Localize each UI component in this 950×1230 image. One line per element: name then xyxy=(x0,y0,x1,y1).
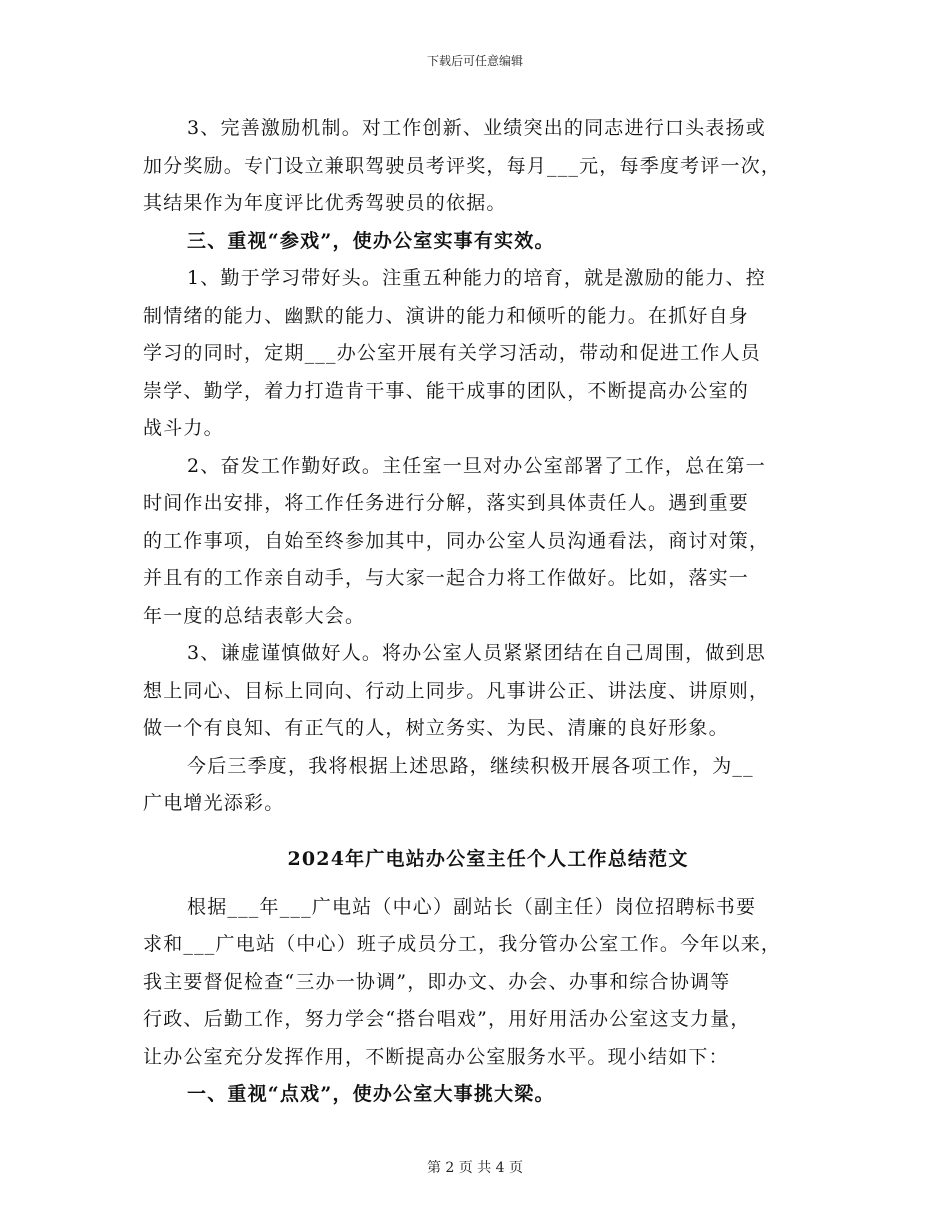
paragraph-line: 今后三季度，我将根据上述思路，继续积极开展各项工作，为__ xyxy=(187,754,754,777)
paragraph-line: 其结果作为年度评比优秀驾驶员的依据。 xyxy=(143,192,507,214)
page-footer: 第 2 页 共 4 页 xyxy=(426,1160,524,1176)
paragraph-line: 2、奋发工作勤好政。主任室一旦对办公室部署了工作，总在第一 xyxy=(187,454,766,477)
paragraph-line: 战斗力。 xyxy=(143,417,224,439)
paragraph-line: 根据___年___广电站（中心）副站长（副主任）岗位招聘标书要 xyxy=(187,895,757,918)
paragraph-line: 的工作事项，自始至终参加其中，同办公室人员沟通看法，商讨对策， xyxy=(143,529,770,552)
section-heading: 一、重视“点戏”，使办公室大事挑大梁。 xyxy=(187,1083,555,1105)
paragraph-line: 行政、后勤工作，努力学会“搭台唱戏”，用好用活办公室这支力量， xyxy=(143,1008,751,1030)
paragraph-line: 崇学、勤学，着力打造肯干事、能干成事的团队，不断提高办公室的 xyxy=(143,379,750,402)
paragraph-line: 加分奖励。专门设立兼职驾驶员考评奖，每月___元，每季度考评一次， xyxy=(143,154,782,177)
paragraph-line: 3、完善激励机制。对工作创新、业绩突出的同志进行口头表扬或 xyxy=(187,117,766,139)
section-heading: 三、重视“参戏”，使办公室实事有实效。 xyxy=(187,229,555,252)
paragraph-line: 时间作出安排，将工作任务进行分解，落实到具体责任人。遇到重要 xyxy=(143,492,750,514)
paragraph-line: 制情绪的能力、幽默的能力、演讲的能力和倾听的能力。在抓好自身 xyxy=(143,304,750,327)
paragraph-line: 3、谦虚谨慎做好人。将办公室人员紧紧团结在自己周围，做到思 xyxy=(187,642,766,664)
paragraph-line: 想上同心、目标上同向、行动上同步。凡事讲公正、讲法度、讲原则， xyxy=(143,679,770,702)
paragraph-line: 1、勤于学习带好头。注重五种能力的培育，就是激励的能力、控 xyxy=(187,267,766,289)
paragraph-line: 让办公室充分发挥作用，不断提高办公室服务水平。现小结如下： xyxy=(143,1045,729,1068)
paragraph-line: 广电增光添彩。 xyxy=(143,792,285,814)
document-body xyxy=(143,110,833,1114)
paragraph-line: 我主要督促检查“三办一协调”，即办文、办会、办事和综合协调等 xyxy=(143,970,731,993)
paragraph-line: 年一度的总结表彰大会。 xyxy=(143,604,366,627)
paragraph-line: 学习的同时，定期___办公室开展有关学习活动，带动和促进工作人员 xyxy=(143,342,761,364)
page-header: 下载后可任意编辑 xyxy=(426,54,523,68)
document-title: 2024年广电站办公室主任个人工作总结范文 xyxy=(287,847,689,870)
paragraph-line: 并且有的工作亲自动手，与大家一起合力将工作做好。比如，落实一 xyxy=(143,567,750,589)
paragraph-line: 做一个有良知、有正气的人，树立务实、为民、清廉的良好形象。 xyxy=(143,717,729,739)
paragraph-line: 求和___广电站（中心）班子成员分工，我分管办公室工作。今年以来， xyxy=(143,933,782,955)
